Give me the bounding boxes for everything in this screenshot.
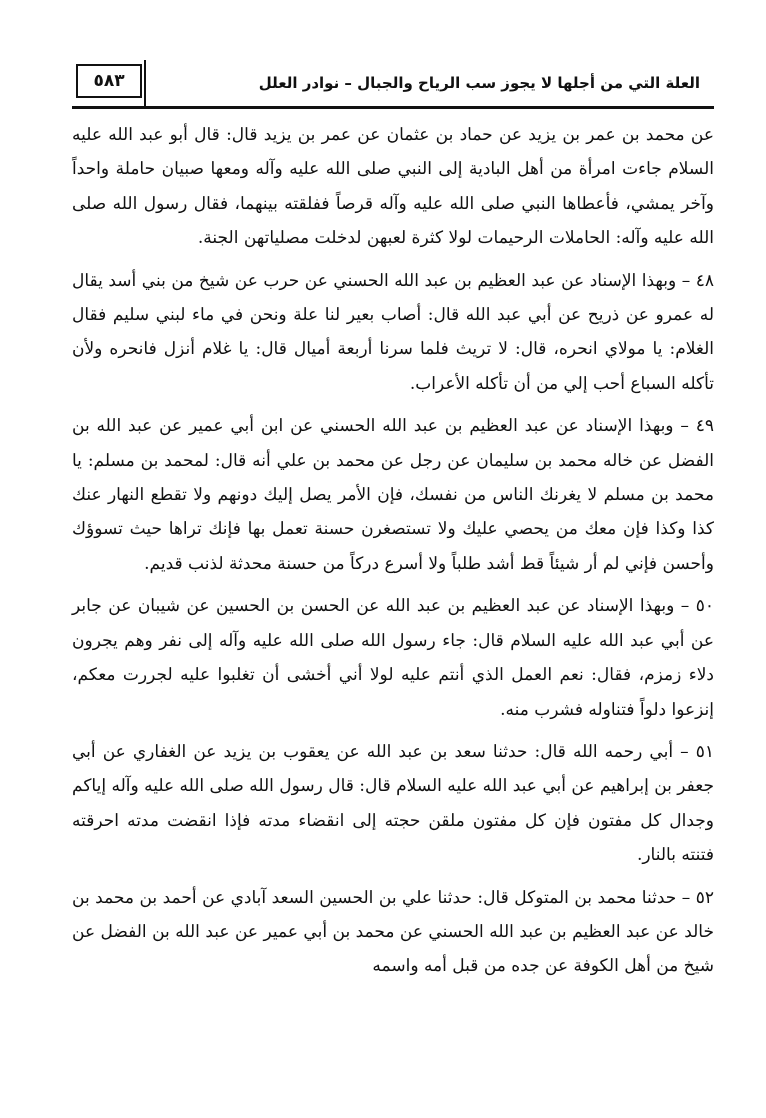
hadith-52: ٥٢ – حدثنا محمد بن المتوكل قال: حدثنا علي بن الحسين السعد آبادي عن أحمد بن محمد بن خالد عن عبد العظيم بن عبد الله الحسني عن محمد بن أبي عمير عن عبد الله بن الفضل عن شيخ من أهل الكوفة عن جده من قبل أمه واسمه	[72, 887, 714, 977]
page-number: ٥٨٣	[76, 64, 142, 98]
header-title: العلة التي من أجلها لا يجوز سب الرياح والجبال – نوادر العلل	[258, 74, 700, 92]
hadith-49: ٤٩ – وبهذا الإسناد عن عبد العظيم بن عبد الله الحسني عن ابن أبي عمير عن عبد الله بن الفضل عن خاله محمد بن سليمان عن رجل عن محمد بن علي أنه قال: لمحمد بن مسلم: يا محمد بن مسلم لا يغرنك الناس من نفسك، فإن الأمر يصل إليك دونهم ولا تقطع النهار عنك كذا وكذا فإن معك من يحصي عليك ولا تستصغرن حسنة تعمل بها فإنك تراها حيث تسوؤك وأحسن فإني لم أر شيئاً قط أشد طلباً ولا أسرع دركاً من حسنة محدثة لذنب قديم.	[72, 416, 714, 574]
body-text	[72, 118, 714, 992]
paragraph-continuation: عن محمد بن عمر بن يزيد عن حماد بن عثمان عن عمر بن يزيد قال: قال أبو عبد الله عليه السلام جاءت امرأة من أهل البادية إلى النبي صلى الله عليه وآله ومعها صبيان حاملة واحداً وآخر يمشي، فأعطاها النبي صلى الله عليه وآله قرصاً ففلقته بينهما، فقال رسول الله صلى الله عليه وآله: الحاملات الرحيمات لولا كثرة لعبهن لدخلت مصلياتهن الجنة.	[72, 125, 714, 249]
running-header	[72, 60, 714, 109]
header-divider	[144, 60, 146, 106]
hadith-50: ٥٠ – وبهذا الإسناد عن عبد العظيم بن عبد الله عن الحسن بن الحسين عن شيبان عن جابر عن أبي عبد الله عليه السلام قال: جاء رسول الله صلى الله عليه وآله إلى نفر وهم يجرون دلاء زمزم، فقال: نعم العمل الذي أنتم عليه لولا أني أخشى أن تغلبوا عليه لجررت معكم، إنزعوا دلواً فتناوله فشرب منه.	[72, 596, 714, 720]
hadith-48: ٤٨ – وبهذا الإسناد عن عبد العظيم بن عبد الله الحسني عن حرب عن شيخ من بني أسد يقال له عمرو عن ذريح عن أبي عبد الله قال: أصاب بعير لنا علة ونحن في ماء لبني سليم فقال الغلام: يا مولاي انحره، قال: لا تريث فلما سرنا أربعة أميال قال: يا غلام أنزل فانحره ولأن تأكله السباع أحب إلي من أن تأكله الأعراب.	[72, 270, 714, 394]
hadith-51: ٥١ – أبي رحمه الله قال: حدثنا سعد بن عبد الله عن يعقوب بن يزيد عن الغفاري عن أبي جعفر بن إبراهيم عن أبي عبد الله عليه السلام قال: قال رسول الله صلى الله عليه وآله إياكم وجدال كل مفتون فإن كل مفتون ملقن حجته إلى انقضاء مدته فإذا انقضت مدته احرقته فتنته بالنار.	[72, 741, 714, 866]
